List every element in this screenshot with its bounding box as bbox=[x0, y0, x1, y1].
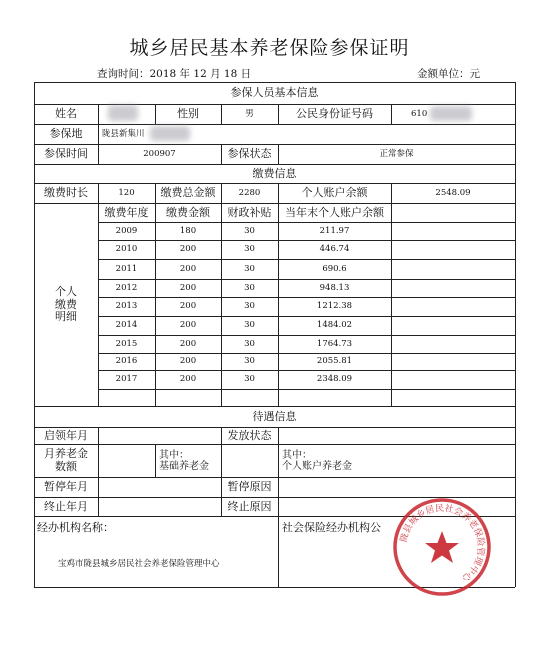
payment-cell-year: 2011 bbox=[115, 263, 138, 274]
gender-label: 性别 bbox=[177, 107, 199, 121]
place-value: 陇县新集川 bbox=[102, 128, 145, 139]
personal-pension-label: 其中： 个人账户养老金 bbox=[282, 449, 352, 472]
payment-cell-amount: 200 bbox=[179, 244, 197, 255]
gender-value: 男 bbox=[245, 108, 254, 119]
payment-cell-year: 2013 bbox=[115, 301, 138, 312]
payment-cell-balance: 948.13 bbox=[319, 282, 350, 293]
join-time-value: 200907 bbox=[143, 148, 176, 159]
payment-cell-balance: 2055.81 bbox=[316, 356, 353, 367]
payment-cell-amount: 200 bbox=[179, 301, 197, 312]
id-redaction bbox=[430, 106, 472, 121]
payment-cell-subsidy: 30 bbox=[244, 374, 255, 385]
basic-pension-label: 其中： 基础养老金 bbox=[159, 449, 209, 472]
payment-cell-year: 2014 bbox=[115, 320, 138, 331]
payment-cell-amount: 200 bbox=[179, 338, 197, 349]
column-header: 财政补贴 bbox=[227, 205, 272, 219]
issue-status-label: 发放状态 bbox=[227, 428, 272, 442]
currency-unit: 金额单位：元 bbox=[417, 68, 480, 80]
duration-label: 缴费时长 bbox=[44, 186, 88, 200]
payment-cell-subsidy: 30 bbox=[244, 320, 255, 331]
column-header: 缴费金额 bbox=[166, 205, 210, 219]
seal-label: 社会保险经办机构公 bbox=[282, 521, 381, 534]
status-label: 参保状态 bbox=[227, 147, 272, 161]
total-label: 缴费总金额 bbox=[160, 186, 216, 200]
payment-cell-subsidy: 30 bbox=[244, 338, 255, 349]
payment-cell-year: 2016 bbox=[115, 356, 138, 367]
column-header: 缴费年度 bbox=[104, 205, 149, 219]
payment-cell-amount: 200 bbox=[179, 263, 197, 274]
agency-name-label: 经办机构名称： bbox=[37, 521, 114, 534]
payment-cell-subsidy: 30 bbox=[244, 225, 255, 236]
payment-cell-year: 2009 bbox=[115, 225, 138, 236]
payment-cell-subsidy: 30 bbox=[244, 282, 255, 293]
document-title: 城乡居民基本养老保险参保证明 bbox=[129, 37, 410, 59]
end-label: 终止年月 bbox=[44, 499, 88, 513]
id-label: 公民身份证号码 bbox=[296, 107, 373, 121]
place-label: 参保地 bbox=[49, 127, 83, 141]
id-value: 610 bbox=[411, 108, 428, 119]
payment-cell-amount: 180 bbox=[179, 225, 197, 236]
basic-info-heading: 参保人员基本信息 bbox=[230, 86, 319, 100]
payment-cell-balance: 2348.09 bbox=[316, 374, 353, 385]
official-seal-icon bbox=[392, 497, 492, 597]
payment-cell-amount: 200 bbox=[179, 282, 197, 293]
detail-label: 个人 缴费 明细 bbox=[55, 285, 77, 324]
end-reason-label: 终止原因 bbox=[227, 499, 272, 513]
payment-cell-subsidy: 30 bbox=[244, 356, 255, 367]
payment-cell-subsidy: 30 bbox=[244, 301, 255, 312]
status-value: 正常参保 bbox=[379, 148, 414, 159]
payment-cell-subsidy: 30 bbox=[244, 244, 255, 255]
payment-cell-balance: 1212.38 bbox=[316, 301, 353, 312]
payment-cell-amount: 200 bbox=[179, 374, 197, 385]
balance-label: 个人账户余额 bbox=[301, 186, 368, 200]
query-date: 查询时间：2018 年 12 月 18 日 bbox=[97, 68, 252, 80]
payment-cell-year: 2012 bbox=[115, 282, 138, 293]
monthly-pension-label: 月养老金 数额 bbox=[44, 447, 88, 473]
agency-name-value: 宝鸡市陇县城乡居民社会养老保险管理中心 bbox=[58, 559, 220, 569]
payment-cell-balance: 446.74 bbox=[319, 244, 350, 255]
payment-cell-subsidy: 30 bbox=[244, 263, 255, 274]
payment-cell-amount: 200 bbox=[179, 320, 197, 331]
payment-cell-amount: 200 bbox=[179, 356, 197, 367]
payment-cell-year: 2010 bbox=[115, 244, 138, 255]
name-redaction bbox=[108, 105, 138, 121]
duration-value: 120 bbox=[118, 187, 135, 198]
payment-cell-balance: 690.6 bbox=[322, 263, 347, 274]
pause-reason-label: 暂停原因 bbox=[227, 480, 272, 494]
join-time-label: 参保时间 bbox=[44, 147, 88, 161]
total-value: 2280 bbox=[238, 187, 261, 198]
column-header: 当年末个人账户余额 bbox=[285, 205, 384, 219]
payment-cell-balance: 1764.73 bbox=[316, 338, 353, 349]
payment-cell-year: 2017 bbox=[115, 374, 138, 385]
payment-cell-year: 2015 bbox=[115, 338, 138, 349]
svg-text:陇县城乡居民社会养老保险管理中心: 陇县城乡居民社会养老保险管理中心 bbox=[399, 503, 486, 583]
place-redaction bbox=[150, 126, 190, 141]
start-label: 启领年月 bbox=[44, 428, 88, 442]
pause-label: 暂停年月 bbox=[44, 480, 88, 494]
balance-value: 2548.09 bbox=[435, 187, 471, 198]
benefit-info-heading: 待遇信息 bbox=[252, 409, 297, 423]
payment-info-heading: 缴费信息 bbox=[252, 166, 297, 180]
payment-cell-balance: 211.97 bbox=[319, 225, 350, 236]
payment-cell-balance: 1484.02 bbox=[316, 320, 353, 331]
name-label: 姓名 bbox=[55, 107, 77, 121]
